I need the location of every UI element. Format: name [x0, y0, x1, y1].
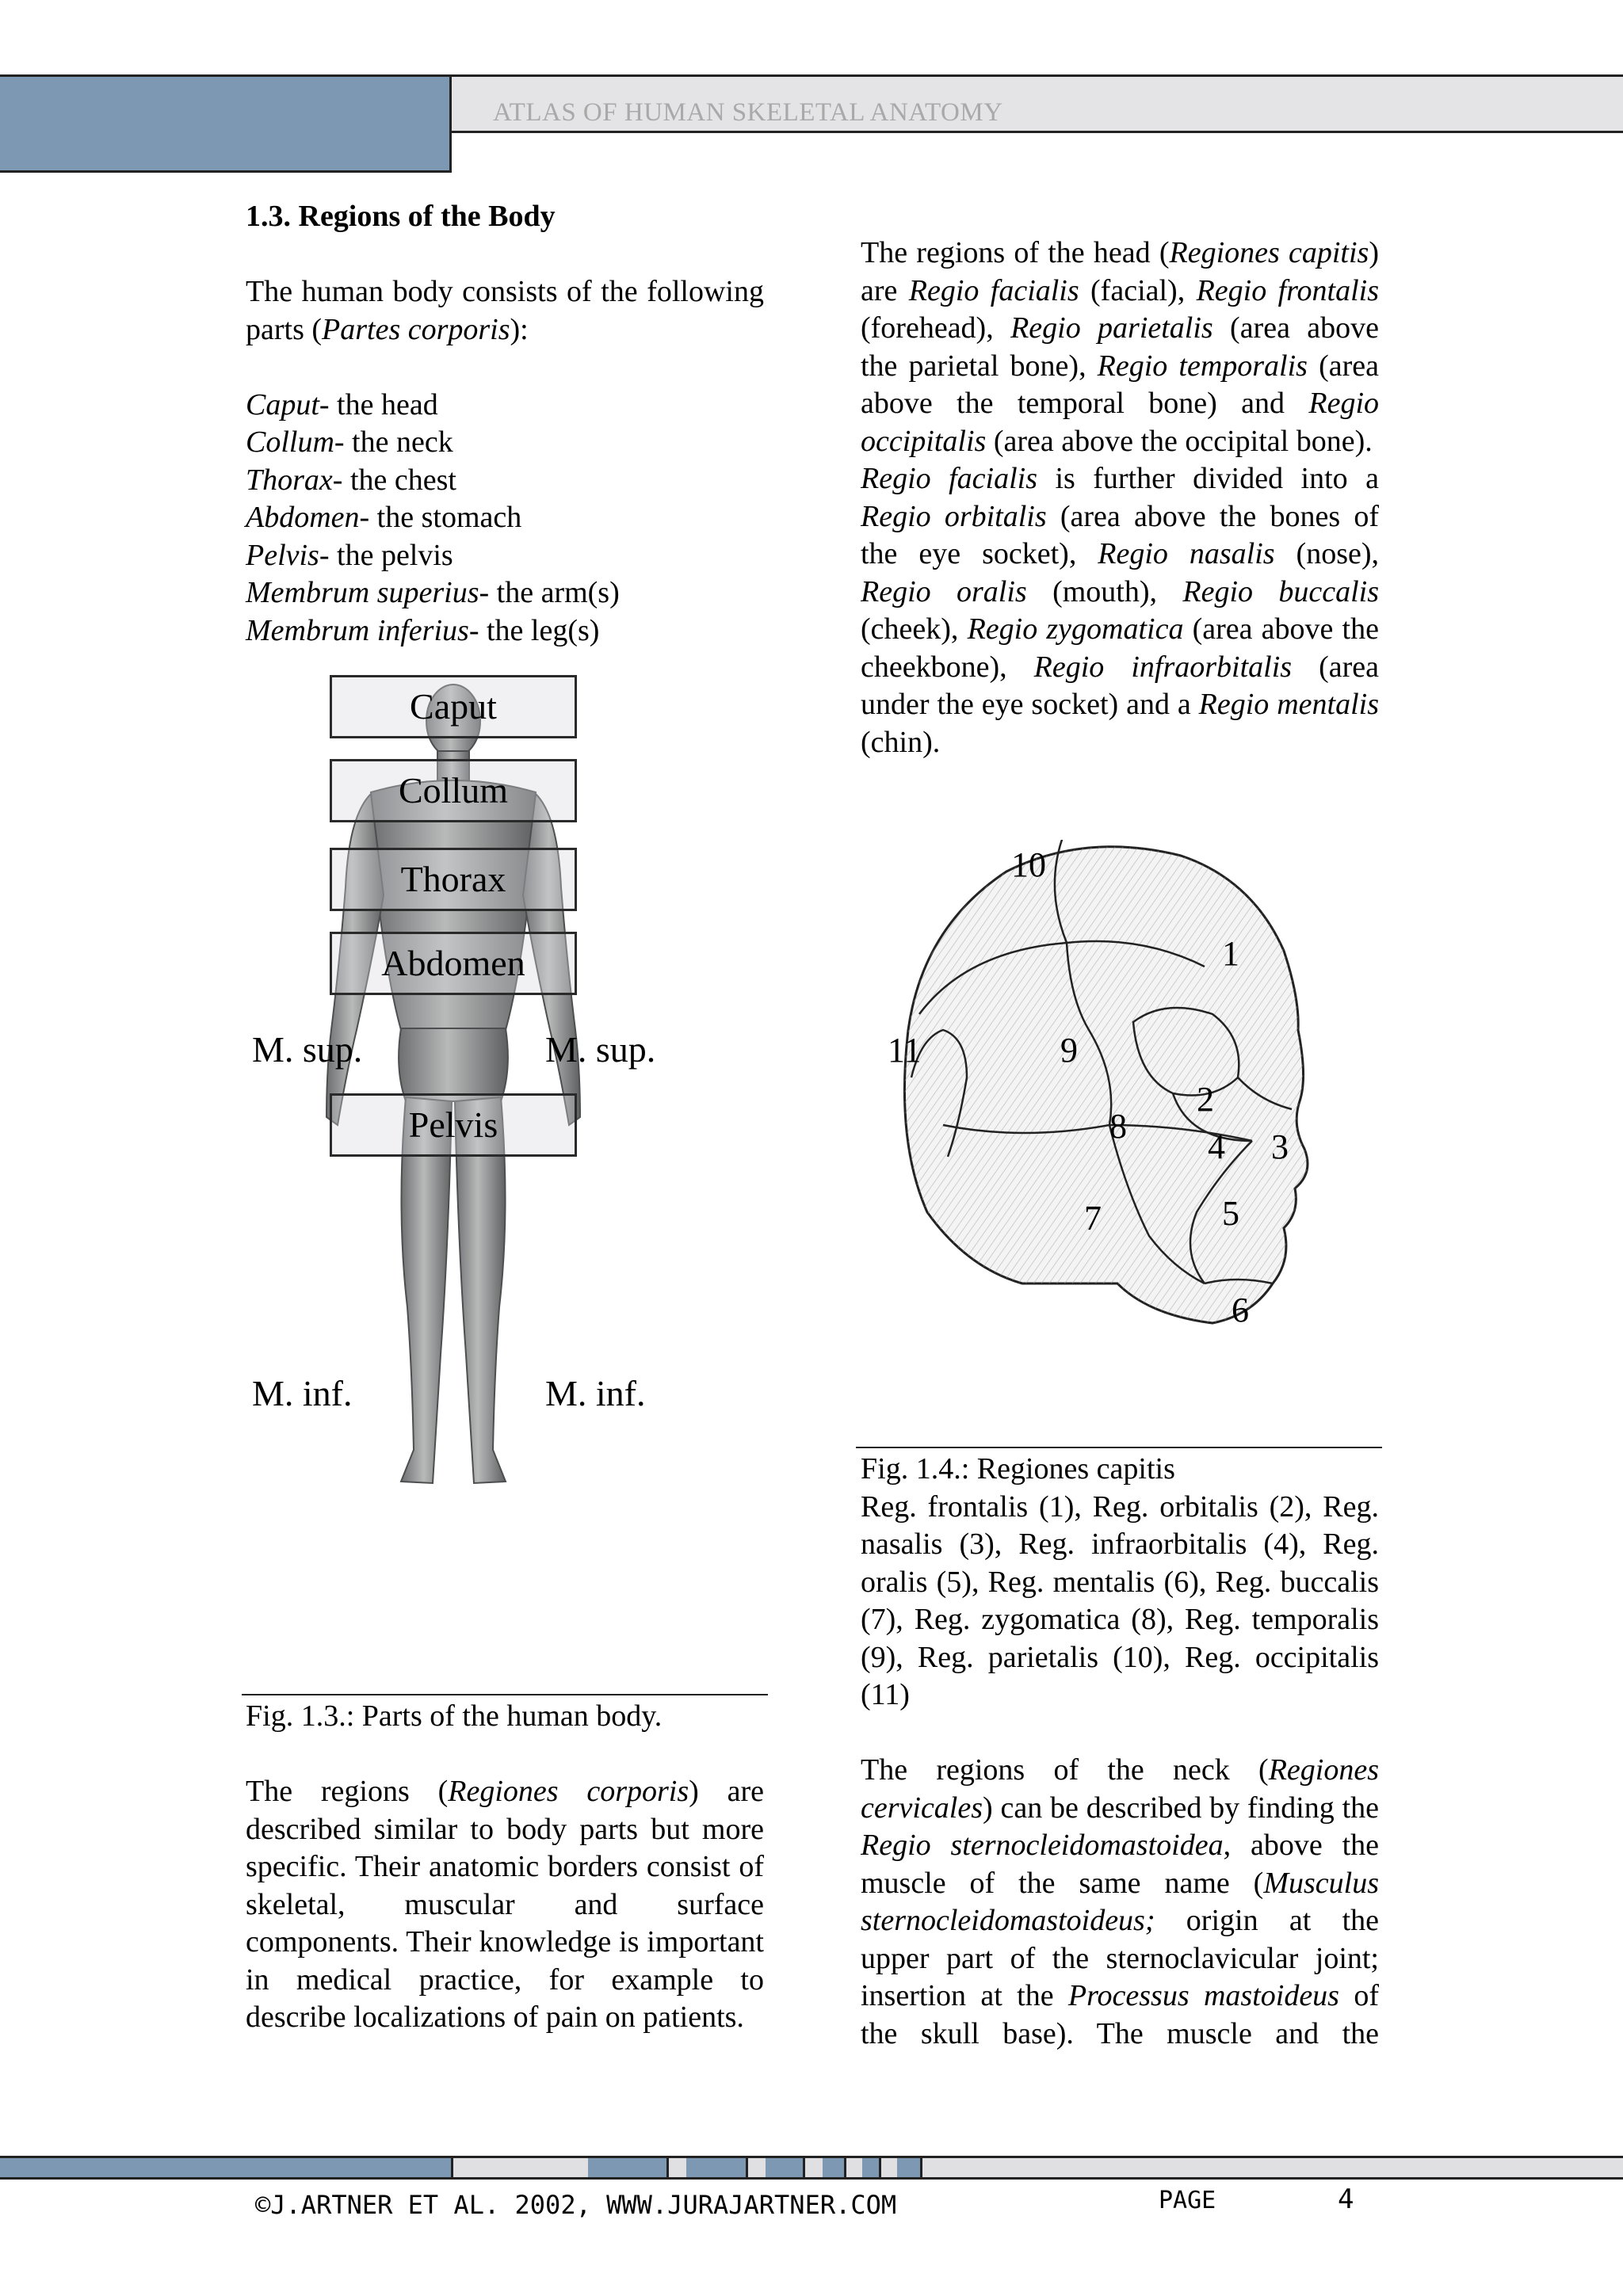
right-column-top [861, 235, 1379, 761]
latin-term: Regio sternocleidomastoidea [861, 1829, 1224, 1862]
text-run: (cheek), [861, 612, 968, 646]
section-heading: 1.3. Regions of the Body [246, 200, 556, 233]
label-m-inf-right: M. inf. [545, 1373, 646, 1413]
text-run: The regions of the head ( [861, 236, 1170, 269]
body-parts-list [246, 387, 764, 650]
latin-term: Regiones capitis [1169, 236, 1369, 269]
text-run: (area above the occipital bone). [986, 424, 1373, 458]
label-m-inf-left: M. inf. [252, 1373, 353, 1413]
footer-segment [823, 2156, 846, 2180]
text-run: (forehead), [861, 311, 1011, 345]
latin-term: Regio buccalis [1182, 574, 1379, 608]
footer-accent-block [0, 2156, 453, 2180]
latin-term: Regio zygomatica [967, 612, 1184, 646]
latin-term: Regio nasalis [1098, 537, 1275, 570]
list-item: Abdomen- the stomach [246, 501, 522, 534]
latin-term: Musculus sternocleidomastoideus; [861, 1866, 1379, 1937]
text-run: The regions of the neck ( [861, 1753, 1269, 1787]
region-number-10: 10 [1011, 845, 1046, 884]
list-item: Caput- the head [246, 387, 438, 421]
latin-term: Regio mentalis [1198, 688, 1379, 721]
region-number-8: 8 [1109, 1107, 1127, 1146]
region-number-11: 11 [888, 1031, 922, 1070]
footer-segment [862, 2156, 881, 2180]
text-run: (area above the bones of the eye socket), [861, 499, 1379, 570]
text-run: is further divided into a [1037, 462, 1379, 495]
latin-term: Regio frontalis [1196, 273, 1379, 307]
left-column-top [246, 198, 764, 650]
list-item: Thorax- the chest [246, 463, 456, 497]
region-number-5: 5 [1222, 1194, 1239, 1233]
label-m-sup-right: M. sup. [545, 1029, 656, 1070]
latin-term: Regiones cervicales [861, 1753, 1379, 1825]
latin-term: Regio occipitalis [861, 387, 1379, 458]
text-run: (area above the cheekbone), [861, 612, 1379, 684]
latin-term: Processus mastoideus [1067, 1979, 1339, 2012]
text-run: (nose), [1274, 537, 1380, 570]
region-number-4: 4 [1208, 1127, 1225, 1166]
head-regions-figure [880, 840, 1355, 1363]
footer-segment [686, 2156, 748, 2180]
text-run: (area above the temporal bone) and [861, 349, 1379, 420]
figure-caption-1-4-body: Reg. frontalis (1), Reg. orbitalis (2), Reg. nasalis (3), Reg. infraorbitalis (4), Reg. oralis (5), Reg. mentalis (6), Reg. buccalis (7), Reg. zygomatica (8), Reg. temporalis (9), Reg. parietalis (10), Reg. occipitalis (11) [861, 1489, 1379, 1711]
text-run: of the skull base). The muscle and the [861, 1979, 1380, 2050]
facial-regions-paragraph [861, 460, 1379, 761]
region-number-1: 1 [1222, 934, 1239, 973]
figure-divider-right [856, 1447, 1382, 1448]
figure-caption-1-3: Fig. 1.3.: Parts of the human body. [246, 1699, 663, 1733]
text-run: (area under the eye socket) and a [861, 650, 1379, 721]
latin-term: Regio facialis [908, 273, 1079, 307]
label-pelvis: Pelvis [330, 1093, 577, 1157]
right-column-bottom [861, 1451, 1379, 2053]
text-run: origin at the upper part of the sternoclavicular joint; insertion at the [861, 1904, 1379, 2012]
label-collum: Collum [330, 759, 577, 822]
text-run: ) can be described by finding the [983, 1791, 1379, 1825]
figure-divider-left [242, 1694, 768, 1695]
footer-page-number: 4 [1338, 2183, 1354, 2215]
text-run: (chin). [861, 725, 941, 759]
text-run: (facial), [1079, 273, 1197, 307]
list-item: Membrum superius- the arm(s) [246, 576, 620, 609]
label-m-sup-left: M. sup. [252, 1029, 363, 1070]
region-number-9: 9 [1060, 1031, 1078, 1070]
regions-paragraph: The regions (Regiones corporis) are described similar to body parts but more specific. Their anatomic borders consist of skeletal, muscular and surface components. Their knowledge is important in medical practice, for example to describe localizations of pain on patients. [246, 1775, 764, 2034]
intro-paragraph: The human body consists of the following parts (Partes corporis): [246, 275, 764, 346]
text-run: ) are [861, 236, 1379, 307]
header-accent-block [0, 74, 452, 173]
figure-caption-1-4-title: Fig. 1.4.: Regiones capitis [861, 1452, 1175, 1486]
region-number-6: 6 [1232, 1291, 1249, 1329]
list-item: Collum- the neck [246, 425, 453, 459]
list-item: Membrum inferius- the leg(s) [246, 613, 600, 647]
footer-copyright: ©J.ARTNER ET AL. 2002, WWW.JURAJARTNER.COM [255, 2190, 897, 2220]
footer-segment [588, 2156, 669, 2180]
text-run: (mouth), [1026, 574, 1183, 608]
list-item: Pelvis- the pelvis [246, 538, 453, 572]
label-abdomen: Abdomen [330, 932, 577, 995]
head-regions-paragraph [861, 235, 1379, 460]
footer-segment [766, 2156, 805, 2180]
label-thorax: Thorax [330, 848, 577, 911]
header-title: ATLAS OF HUMAN SKELETAL ANATOMY [493, 98, 1003, 127]
latin-term: Regio parietalis [1010, 311, 1213, 345]
footer-page-label: PAGE [1159, 2187, 1216, 2214]
text-run: (area above the parietal bone), [861, 311, 1380, 383]
label-caput: Caput [330, 675, 577, 738]
left-column-bottom [246, 1698, 764, 2037]
head-illustration [880, 840, 1355, 1363]
latin-term: Regio facialis [861, 462, 1037, 495]
latin-term: Regio oralis [861, 574, 1027, 608]
latin-term: Regio orbitalis [861, 499, 1047, 533]
region-number-7: 7 [1084, 1199, 1102, 1238]
text-run: , above the muscle of the same name ( [861, 1829, 1379, 1900]
latin-term: Regio temporalis [1097, 349, 1308, 383]
footer-segment [903, 2156, 922, 2180]
latin-term: Regio infraorbitalis [1033, 650, 1293, 684]
region-number-2: 2 [1197, 1080, 1214, 1119]
region-number-3: 3 [1271, 1127, 1289, 1166]
neck-regions-paragraph [861, 1752, 1379, 2053]
human-body-figure [238, 658, 682, 1608]
